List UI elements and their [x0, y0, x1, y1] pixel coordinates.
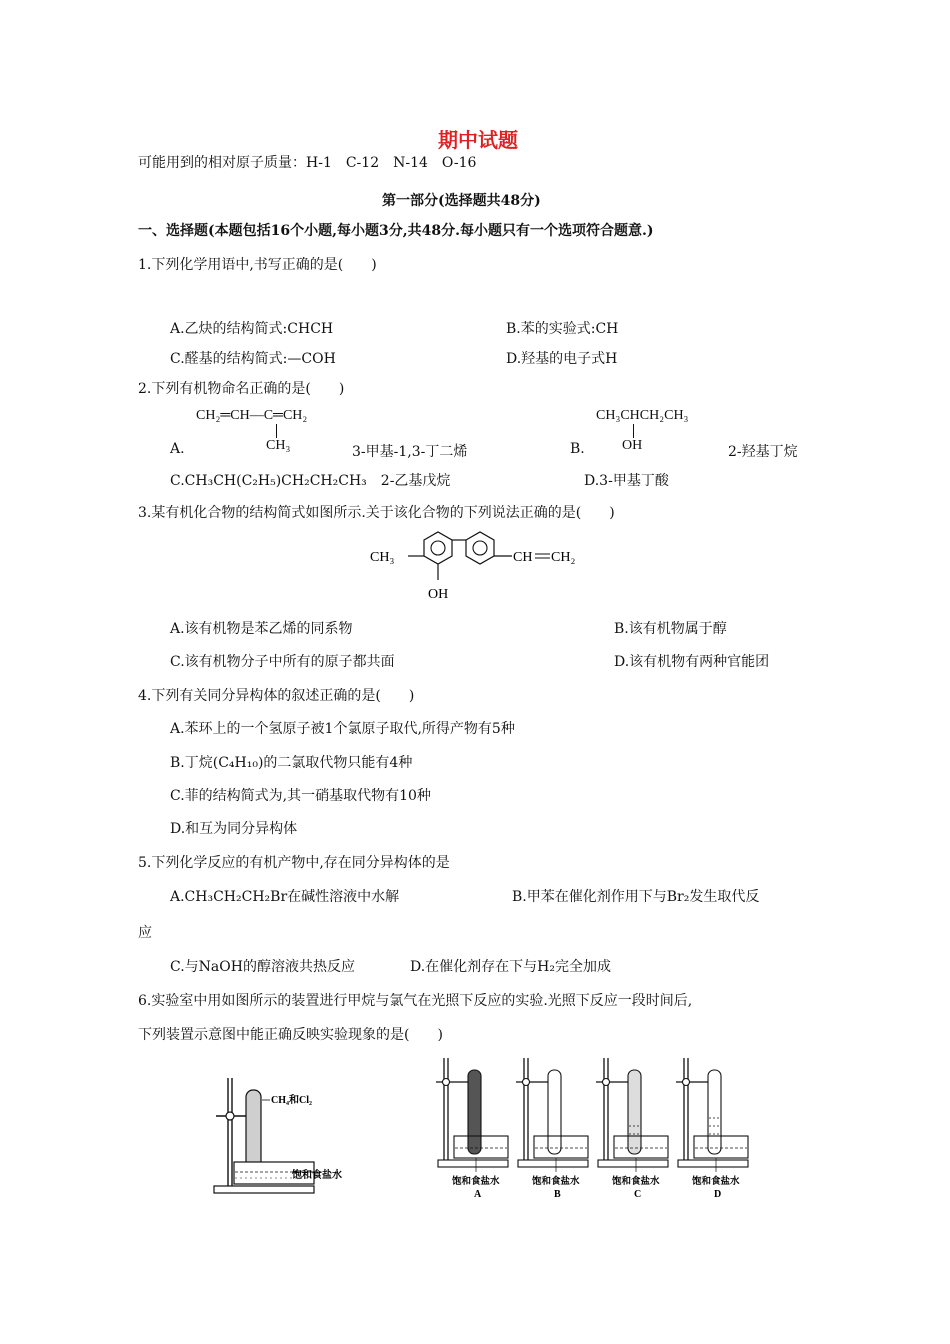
q2a-structure-branch: CH₃ [266, 438, 291, 453]
q5-option-b: B.甲苯在催化剂作用下与Br₂发生取代反 [512, 889, 760, 905]
q1-option-d: D.羟基的电子式H [506, 351, 618, 367]
q2-option-b-label: B. [570, 441, 585, 457]
q6-choice-b-liquid-label: 饱和食盐水 [532, 1177, 580, 1187]
q4-option-a: A.苯环上的一个氢原子被1个氯原子取代,所得产物有5种 [170, 721, 515, 737]
q5-option-b-continued: 应 [138, 925, 152, 941]
question-6-stem-line2: 下列装置示意图中能正确反映实验现象的是( ) [138, 1027, 443, 1043]
q6-choice-a-liquid-label: 饱和食盐水 [452, 1177, 500, 1187]
q6-gas-label: CH₄和Cl₂ [271, 1095, 312, 1106]
q3-left-benzene-ring [424, 532, 452, 564]
part-title: 第一部分(选择题共48分) [382, 193, 541, 209]
q3-option-a: A.该有机物是苯乙烯的同系物 [170, 621, 353, 637]
q2b-structure-main: CH₃CHCH₂CH₃ [596, 408, 689, 423]
q3-right-ring-circle [473, 541, 487, 555]
q6-liquid-label: 饱和食盐水 [292, 1170, 342, 1181]
q3-label-oh: OH [428, 587, 449, 602]
q4-option-b: B.丁烷(C₄H₁₀)的二氯取代物只能有4种 [170, 755, 413, 771]
q6-choice-a-letter: A [474, 1189, 482, 1200]
q2b-structure-branch: OH [622, 438, 643, 453]
q6-choice-b-letter: B [554, 1189, 561, 1200]
q2a-structure-main: CH₂═CH—C═CH₂ [196, 408, 308, 423]
q2-option-a-name: 3-甲基-1,3-丁二烯 [352, 444, 468, 460]
q2-option-b-name: 2-羟基丁烷 [728, 444, 798, 460]
q6-choices-figure [432, 1052, 772, 1202]
q6-choice-d-liquid-label: 饱和食盐水 [692, 1177, 740, 1187]
q3-label-ch2: CH₂ [551, 550, 576, 565]
q2-option-a-label: A. [170, 441, 185, 457]
q2-option-c: C.CH₃CH(C₂H₅)CH₂CH₂CH₃ 2-乙基戊烷 [170, 473, 451, 489]
question-1-stem: 1.下列化学用语中,书写正确的是( ) [138, 257, 377, 273]
q3-label-ch: CH [513, 550, 533, 565]
q6-choice-d-letter: D [714, 1189, 722, 1200]
q4-option-c: C.菲的结构简式为,其一硝基取代物有10种 [170, 788, 431, 804]
q6-setup-figure [208, 1068, 368, 1200]
q3-label-ch3: CH₃ [370, 550, 395, 565]
q6-choice-c-liquid-label: 饱和食盐水 [612, 1177, 660, 1187]
q2a-bond-line [276, 424, 277, 438]
q1-option-b: B.苯的实验式:CH [506, 321, 619, 337]
section-title: 一、选择题(本题包括16个小题,每小题3分,共48分.每小题只有一个选项符合题意.) [138, 223, 654, 239]
q3-left-ring-circle [431, 541, 445, 555]
q1-option-a: A.乙炔的结构简式:CHCH [170, 321, 334, 337]
q6-choice-d [676, 1058, 748, 1200]
atomic-masses: 可能用到的相对原子质量：H-1 C-12 N-14 O-16 [138, 155, 477, 171]
q3-structure-diagram [360, 528, 600, 608]
q6-choice-a [436, 1058, 508, 1200]
q5-option-c: C.与NaOH的醇溶液共热反应 [170, 959, 355, 975]
question-5-stem: 5.下列化学反应的有机产物中,存在同分异构体的是 [138, 855, 450, 871]
q3-option-c: C.该有机物分子中所有的原子都共面 [170, 654, 395, 670]
q4-option-d: D.和互为同分异构体 [170, 821, 298, 837]
q3-option-d: D.该有机物有两种官能团 [614, 654, 770, 670]
q3-right-benzene-ring [466, 532, 494, 564]
q5-option-d: D.在催化剂存在下与H₂完全加成 [410, 959, 611, 975]
question-6-stem-line1: 6.实验室中用如图所示的装置进行甲烷与氯气在光照下反应的实验.光照下反应一段时间后, [138, 993, 693, 1009]
q1-option-c: C.醛基的结构简式:—COH [170, 351, 336, 367]
q6-choice-c [596, 1058, 668, 1200]
q5-option-a: A.CH₃CH₂CH₂Br在碱性溶液中水解 [170, 889, 400, 905]
q6-choice-c-letter: C [634, 1189, 642, 1200]
question-3-stem: 3.某有机化合物的结构简式如图所示.关于该化合物的下列说法正确的是( ) [138, 505, 615, 521]
q3-option-b: B.该有机物属于醇 [614, 621, 727, 637]
question-2-stem: 2.下列有机物命名正确的是( ) [138, 381, 345, 397]
q6-choice-b [516, 1058, 588, 1200]
question-4-stem: 4.下列有关同分异构体的叙述正确的是( ) [138, 688, 415, 704]
q2-option-d: D.3-甲基丁酸 [584, 473, 669, 489]
page-title: 期中试题 [438, 128, 518, 152]
q2b-bond-line [633, 424, 634, 438]
